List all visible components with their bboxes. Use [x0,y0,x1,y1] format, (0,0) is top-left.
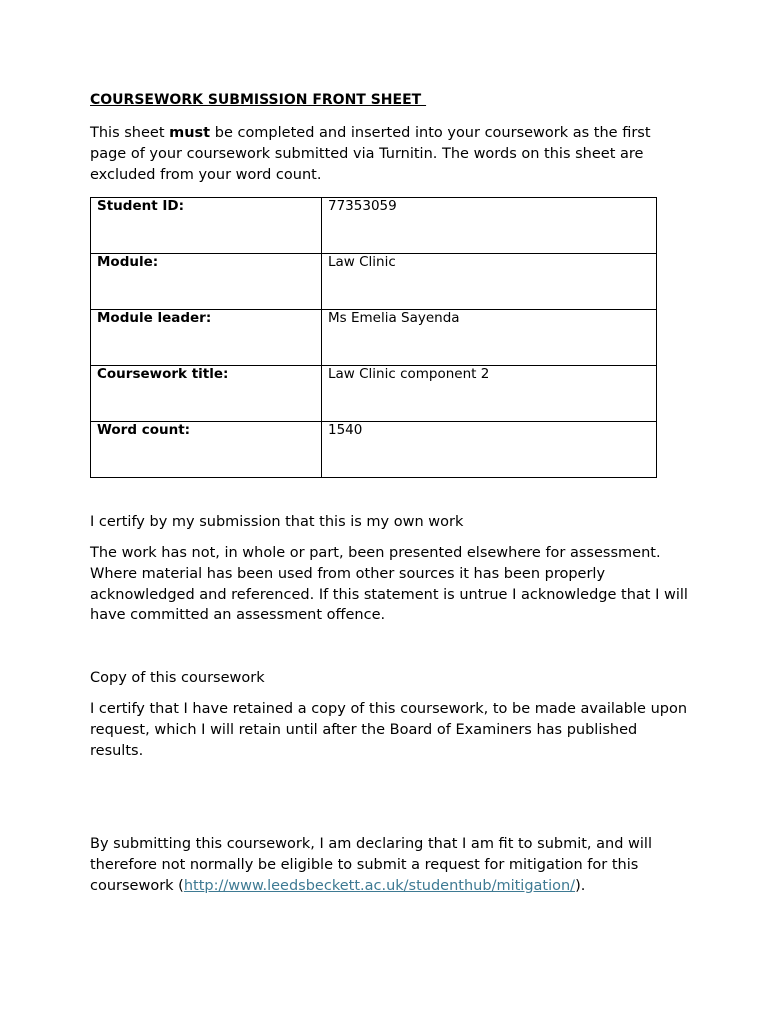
intro-text-start: This sheet [90,125,170,141]
word-count-value-cell [322,422,657,478]
fit-to-submit-closing: ). [575,877,586,894]
module-label-cell [91,254,322,310]
intro-text-end: be completed and inserted into your coursework as the first page of your coursework submitted via Turnitin. The words on this sheet are excluded from your word count. [90,125,651,183]
table-row [91,198,657,254]
coursework-title-value: Law Clinic component 2 [328,366,490,382]
submission-info-table [90,197,657,478]
module-leader-label-cell [91,310,322,366]
assessment-statement: The work has not, in whole or part, been presented elsewhere for assessment. Where material has been used from other sources it has been properly acknowledged and referenced. If this statement is untrue I acknowledge that I will have committed an assessment offence. [90,545,688,624]
copy-section-text: I certify that I have retained a copy of this coursework, to be made available upon request, which I will retain until after the Board of Examiners has published results. [90,701,688,759]
table-row [91,254,657,310]
module-value: Law Clinic [328,254,396,270]
own-work-certification: I certify by my submission that this is my own work [90,514,464,530]
student-id-label-cell [91,198,322,254]
student-id-value: 77353059 [328,198,397,214]
word-count-label: Word count: [97,422,191,438]
module-label: Module: [97,254,159,270]
table-row [91,310,657,366]
copy-section-heading: Copy of this coursework [90,670,265,686]
intro-emphasis: must [169,125,211,141]
table-row [91,422,657,478]
table-row [91,366,657,422]
module-leader-value-cell [322,310,657,366]
coursework-title-label: Coursework title: [97,366,229,382]
coursework-title-label-cell [91,366,322,422]
page-title: COURSEWORK SUBMISSION FRONT SHEET [90,92,427,108]
student-id-label: Student ID: [97,198,184,214]
intro-paragraph [90,123,690,185]
module-leader-label: Module leader: [97,310,212,326]
module-value-cell [322,254,657,310]
student-id-value-cell [322,198,657,254]
module-leader-value: Ms Emelia Sayenda [328,310,460,326]
word-count-label-cell [91,422,322,478]
word-count-value: 1540 [328,422,363,438]
fit-to-submit-text: By submitting this coursework, I am declaring that I am fit to submit, and will therefore not normally be eligible to submit a request for mitigation for this coursework ( [90,836,652,894]
fit-to-submit-paragraph [90,834,690,896]
mitigation-link[interactable]: http://www.leedsbeckett.ac.uk/studenthub/mitigation/ [183,877,576,894]
coursework-title-value-cell [322,366,657,422]
